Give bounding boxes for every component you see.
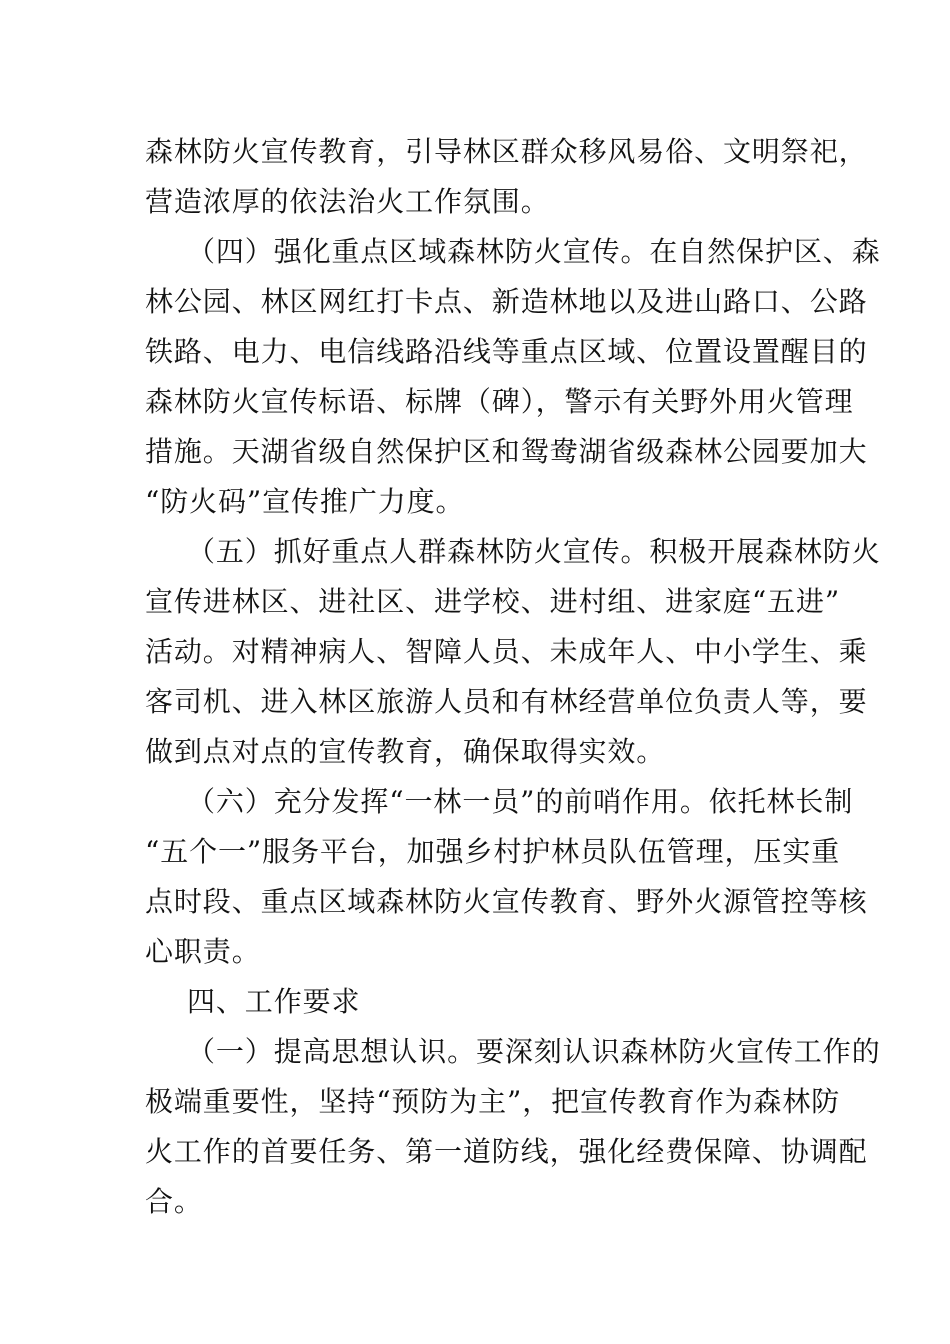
text-line: 做到点对点的宣传教育，确保取得实效。 [145,735,666,768]
text-line: 森林防火宣传标语、标牌（碑），警示有关野外用火管理 [145,385,854,418]
text-line: 林公园、林区网红打卡点、新造林地以及进山路口、公路 [145,285,868,318]
text-line: 合。 [145,1185,203,1218]
paragraph-start-line: （五）抓好重点人群森林防火宣传。积极开展森林防火 [187,535,881,568]
paragraph-start-line: （六）充分发挥“一林一员”的前哨作用。依托林长制 [187,785,854,818]
text-line: 宣传进林区、进社区、进学校、进村组、进家庭“五进” [145,585,841,618]
text-line: 极端重要性，坚持“预防为主”，把宣传教育作为森林防 [145,1085,841,1118]
text-line: 客司机、进入林区旅游人员和有林经营单位负责人等，要 [145,685,868,718]
text-line: 火工作的首要任务、第一道防线，强化经费保障、协调配 [145,1135,868,1168]
text-line: 心职责。 [145,935,261,968]
text-line: 措施。天湖省级自然保护区和鸳鸯湖省级森林公园要加大 [145,435,868,468]
text-line: 活动。对精神病人、智障人员、未成年人、中小学生、乘 [145,635,868,668]
text-line: 营造浓厚的依法治火工作氛围。 [145,185,550,218]
text-line: 森林防火宣传教育，引导林区群众移风易俗、文明祭祀， [145,135,868,168]
paragraph-start-line: （一）提高思想认识。要深刻认识森林防火宣传工作的 [187,1035,881,1068]
text-line: “五个一”服务平台，加强乡村护林员队伍管理，压实重 [145,835,841,868]
section-heading: 四、工作要求 [187,985,361,1018]
text-line: “防火码”宣传推广力度。 [145,485,465,518]
paragraph-start-line: （四）强化重点区域森林防火宣传。在自然保护区、森 [187,235,881,268]
text-line: 铁路、电力、电信线路沿线等重点区域、位置设置醒目的 [145,335,868,368]
text-line: 点时段、重点区域森林防火宣传教育、野外火源管控等核 [145,885,868,918]
